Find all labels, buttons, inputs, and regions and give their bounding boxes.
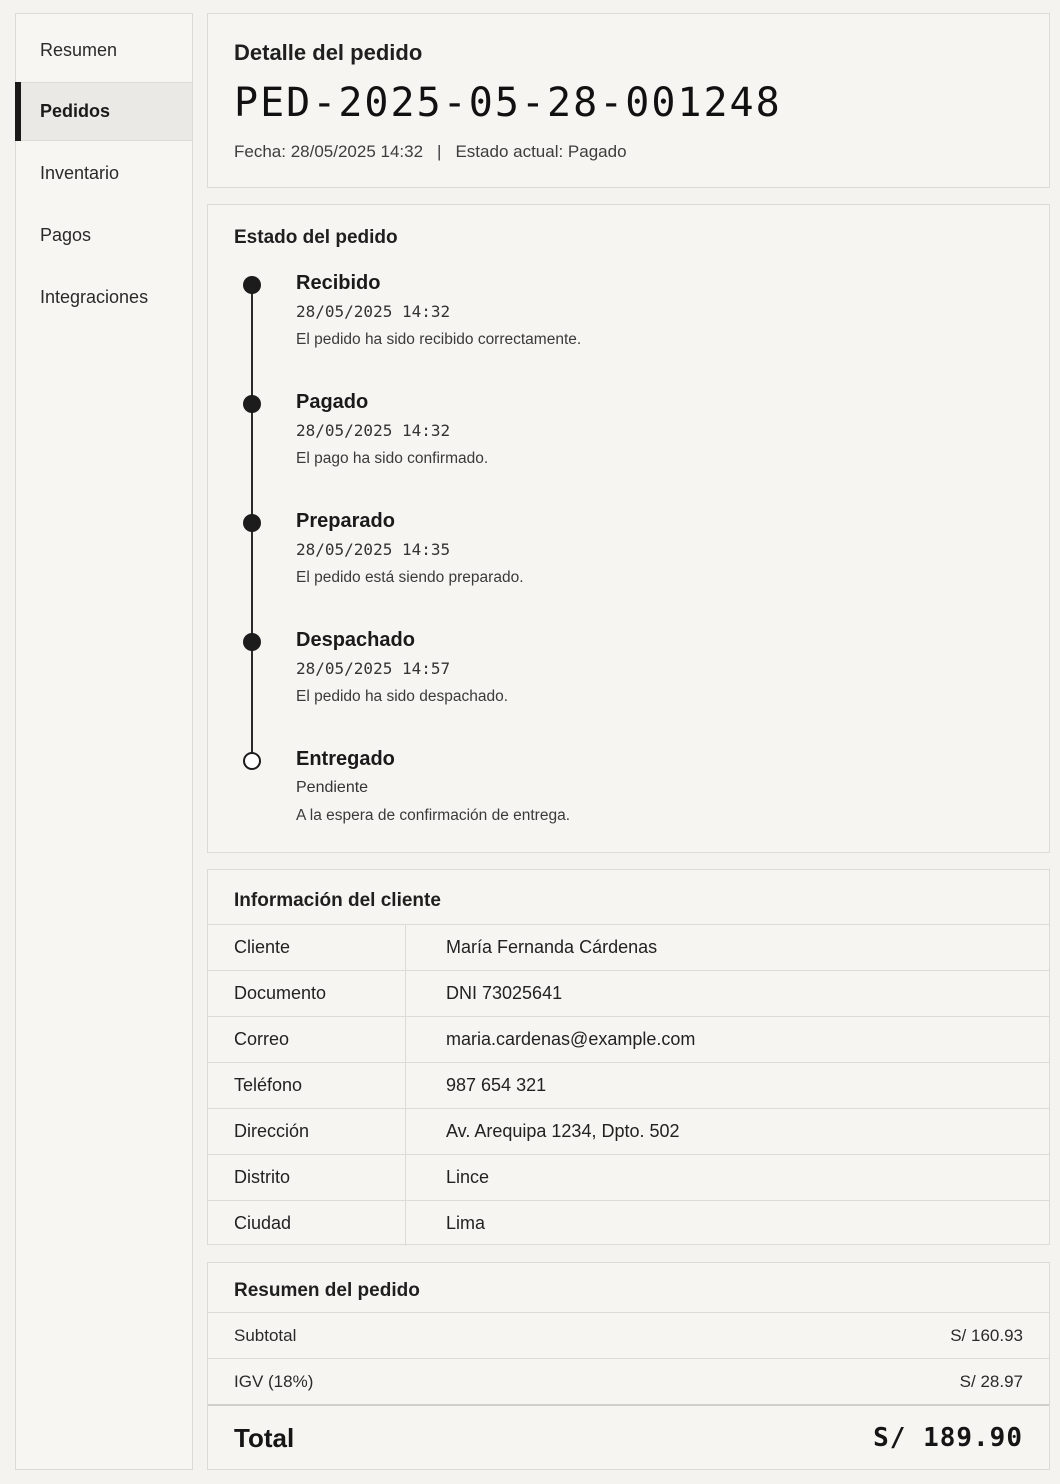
order-summary-card bbox=[207, 1262, 1050, 1470]
subtotal-value: S/ 160.93 bbox=[950, 1325, 1023, 1345]
order-current-status: Estado actual: Pagado bbox=[455, 142, 627, 161]
timeline-step-despachado bbox=[234, 628, 1023, 747]
table-row bbox=[208, 1200, 1049, 1246]
field-value: DNI 73025641 bbox=[446, 983, 563, 1003]
field-label: Correo bbox=[208, 1017, 406, 1062]
field-value: Av. Arequipa 1234, Dpto. 502 bbox=[446, 1121, 680, 1141]
step-time: 28/05/2025 14:35 bbox=[296, 540, 451, 559]
field-value: 987 654 321 bbox=[446, 1075, 547, 1095]
step-description: El pedido está siendo preparado. bbox=[296, 569, 524, 586]
field-value: María Fernanda Cárdenas bbox=[446, 937, 658, 957]
table-row bbox=[208, 1154, 1049, 1200]
timeline-step-entregado bbox=[234, 747, 1023, 866]
order-date: Fecha: 28/05/2025 14:32 bbox=[234, 142, 424, 161]
status-timeline bbox=[234, 271, 1023, 866]
summary-section-title: Resumen del pedido bbox=[234, 1280, 420, 1301]
table-row bbox=[208, 924, 1049, 970]
order-id: PED-2025-05-28-001248 bbox=[234, 80, 782, 126]
step-completed-dot-icon bbox=[243, 633, 261, 651]
sidebar-item-integraciones[interactable]: Integraciones bbox=[40, 287, 149, 307]
igv-value: S/ 28.97 bbox=[959, 1371, 1023, 1391]
step-description: El pedido ha sido recibido correctamente. bbox=[296, 331, 582, 348]
step-title: Pagado bbox=[296, 391, 369, 413]
field-label: Distrito bbox=[208, 1155, 406, 1200]
step-time: 28/05/2025 14:57 bbox=[296, 659, 451, 678]
table-row bbox=[208, 970, 1049, 1016]
step-title: Entregado bbox=[296, 748, 395, 770]
total-row bbox=[208, 1404, 1049, 1470]
client-section-title: Información del cliente bbox=[234, 890, 441, 911]
timeline-step-pagado bbox=[234, 390, 1023, 509]
page-title: Detalle del pedido bbox=[234, 40, 423, 65]
order-status-card bbox=[207, 204, 1050, 853]
igv-label: IGV (18%) bbox=[234, 1371, 314, 1391]
sidebar-item-pagos[interactable]: Pagos bbox=[40, 225, 92, 245]
subtotal-row bbox=[208, 1312, 1049, 1358]
step-completed-dot-icon bbox=[243, 395, 261, 413]
table-row bbox=[208, 1108, 1049, 1154]
field-value: Lima bbox=[446, 1213, 486, 1233]
field-label: Documento bbox=[208, 971, 406, 1016]
step-pending-circle-icon bbox=[243, 752, 261, 770]
sidebar-item-resumen[interactable]: Resumen bbox=[40, 39, 118, 60]
sidebar-item-pedidos[interactable]: Pedidos bbox=[16, 82, 192, 141]
total-label: Total bbox=[234, 1422, 295, 1453]
order-header-card bbox=[207, 13, 1050, 188]
meta-separator: | bbox=[437, 142, 442, 161]
timeline-step-preparado bbox=[234, 509, 1023, 628]
field-label: Dirección bbox=[208, 1109, 406, 1154]
sidebar bbox=[15, 13, 193, 1470]
step-description: A la espera de confirmación de entrega. bbox=[296, 807, 571, 824]
order-meta bbox=[234, 142, 1023, 162]
status-section-title: Estado del pedido bbox=[234, 227, 398, 248]
step-completed-dot-icon bbox=[243, 276, 261, 294]
table-row bbox=[208, 1062, 1049, 1108]
step-completed-dot-icon bbox=[243, 514, 261, 532]
step-pending-status: Pendiente bbox=[296, 779, 369, 796]
field-value: maria.cardenas@example.com bbox=[446, 1029, 696, 1049]
step-title: Preparado bbox=[296, 510, 395, 532]
step-time: 28/05/2025 14:32 bbox=[296, 421, 451, 440]
client-info-card bbox=[207, 869, 1050, 1245]
timeline-step-recibido bbox=[234, 271, 1023, 390]
table-row bbox=[208, 1016, 1049, 1062]
step-title: Recibido bbox=[296, 272, 381, 294]
step-description: El pedido ha sido despachado. bbox=[296, 688, 508, 705]
step-description: El pago ha sido confirmado. bbox=[296, 450, 489, 467]
subtotal-label: Subtotal bbox=[234, 1325, 297, 1345]
field-label: Cliente bbox=[208, 925, 406, 970]
step-time: 28/05/2025 14:32 bbox=[296, 302, 451, 321]
field-value: Lince bbox=[446, 1167, 490, 1187]
field-label: Ciudad bbox=[208, 1201, 406, 1246]
field-label: Teléfono bbox=[208, 1063, 406, 1108]
igv-row bbox=[208, 1358, 1049, 1404]
total-value: S/ 189.90 bbox=[873, 1423, 1023, 1453]
step-title: Despachado bbox=[296, 629, 415, 651]
sidebar-item-inventario[interactable]: Inventario bbox=[40, 163, 120, 183]
